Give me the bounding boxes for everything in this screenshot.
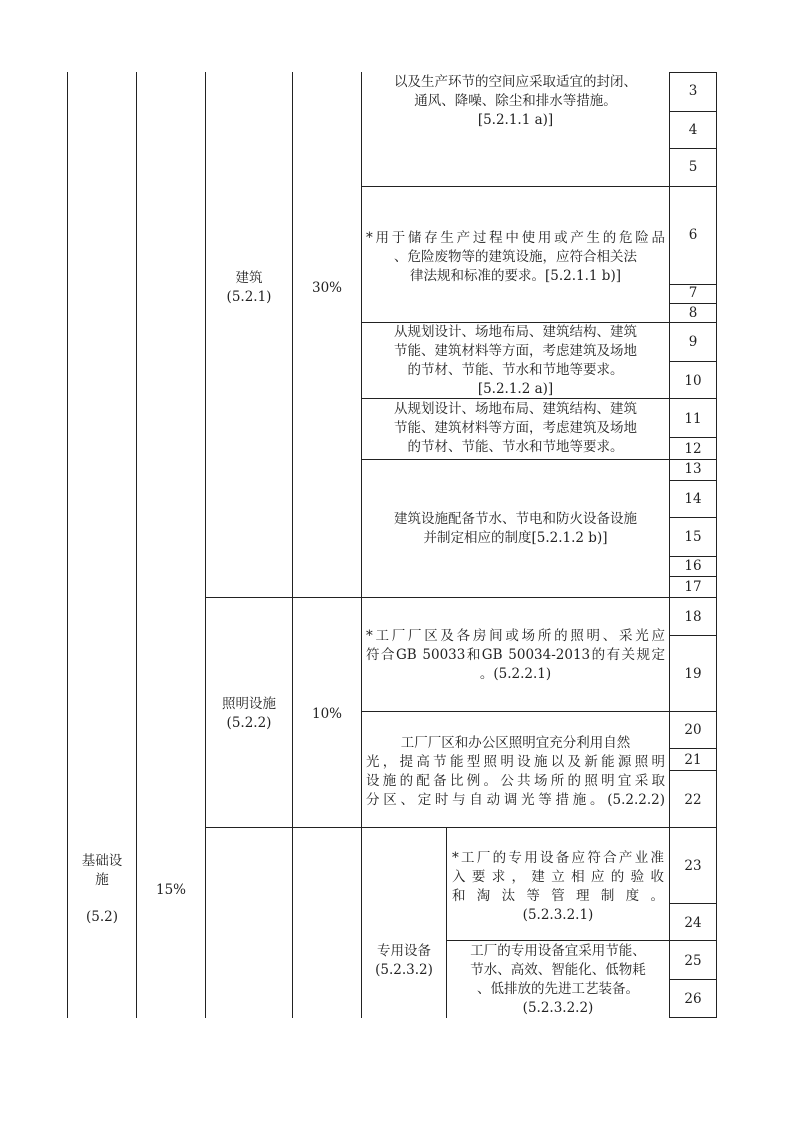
table-border [446, 940, 717, 941]
table-border [669, 148, 717, 149]
category-weight: 15% [155, 882, 186, 898]
row-number: 17 [684, 579, 702, 595]
table-border [669, 635, 717, 636]
table-border [669, 361, 717, 362]
requirement-text: *工厂的专用设备应符合产业准 入要求，建立相应的验收 和淘汰等管理制度。 (5.2.3.2.1) [452, 850, 664, 923]
row-number: 20 [684, 722, 702, 738]
row-number: 4 [688, 122, 698, 138]
section-name: 照明设施 (5.2.2) [222, 696, 276, 731]
section-weight: 30% [311, 280, 342, 296]
table-border [669, 979, 717, 980]
table-border [669, 770, 717, 771]
requirement-text: 工厂厂区和办公区照明宜充分利用自然 光，提高节能型照明设施以及新能源照明 设施的配备比例。公共场所的照明宜采取 分区、定时与自动调光等措施。(5.2.2.2) [366, 735, 665, 808]
table-border [136, 72, 137, 1018]
row-number: 16 [684, 558, 702, 574]
row-number: 10 [684, 373, 702, 389]
requirement-text: 从规划设计、场地布局、建筑结构、建筑 节能、建筑材料等方面，考虑建筑及场地 的节材、节能、节水和节地等要求。 [394, 401, 637, 455]
table-border [292, 72, 293, 1018]
requirement-text: 工厂的专用设备宜采用节能、 节水、高效、智能化、低物耗 、低排放的先进工艺装备。 (5.2.3.2.2) [470, 943, 646, 1016]
row-number: 7 [688, 285, 698, 301]
table-border [669, 72, 717, 73]
table-border [361, 186, 717, 187]
row-number: 25 [684, 953, 702, 969]
row-number: 14 [684, 491, 702, 507]
row-number: 3 [688, 83, 698, 99]
table-border [669, 111, 717, 112]
category-name: 基础设 施 [81, 853, 123, 888]
table-border [205, 827, 717, 828]
requirement-text: *用于储存生产过程中使用或产生的危险品 、危险废物等的建筑设施，应符合相关法 律法规和标准的要求。[5.2.1.1 b)] [366, 230, 665, 284]
section-name: 建筑 (5.2.1) [226, 270, 272, 305]
table-border [669, 480, 717, 481]
table-border [205, 72, 206, 1018]
requirement-text: 从规划设计、场地布局、建筑结构、建筑 节能、建筑材料等方面，考虑建筑及场地 的节材、节能、节水和节地等要求。 [5.2.1.2 a)] [394, 324, 637, 397]
row-number: 6 [688, 227, 698, 243]
row-number: 26 [684, 991, 702, 1007]
row-number: 23 [684, 858, 702, 874]
row-number: 21 [684, 752, 702, 768]
table-border [669, 517, 717, 518]
table-border [205, 597, 717, 598]
row-number: 12 [684, 441, 702, 457]
requirement-text: 以及生产环节的空间应采取适宜的封闭、 通风、降噪、除尘和排水等措施。 [5.2.1.1 a)] [394, 74, 637, 128]
row-number: 22 [684, 792, 702, 808]
category-code: (5.2) [85, 909, 118, 925]
table-border [669, 576, 717, 577]
table-border [446, 827, 447, 1018]
section-name: 专用设备 (5.2.3.2) [375, 943, 433, 978]
row-number: 19 [684, 666, 702, 682]
section-weight: 10% [311, 706, 342, 722]
table-border [361, 711, 717, 712]
table-border [716, 72, 717, 1018]
row-number: 11 [684, 411, 702, 427]
table-border [669, 748, 717, 749]
requirement-text: *工厂厂区及各房间或场所的照明、采光应 符合GB 50033和GB 50034-2013的有关规定 。(5.2.2.1) [366, 628, 665, 682]
table-border [669, 437, 717, 438]
table-border [669, 903, 717, 904]
row-number: 8 [688, 305, 698, 321]
row-number: 15 [684, 529, 702, 545]
table-border [669, 1017, 717, 1018]
table-border [361, 459, 717, 460]
row-number: 5 [688, 159, 698, 175]
row-number: 13 [684, 461, 702, 477]
requirement-text: 建筑设施配备节水、节电和防火设备设施 并制定相应的制度[5.2.1.2 b)] [394, 511, 637, 546]
row-number: 9 [688, 334, 698, 350]
row-number: 18 [684, 609, 702, 625]
row-number: 24 [684, 915, 702, 931]
